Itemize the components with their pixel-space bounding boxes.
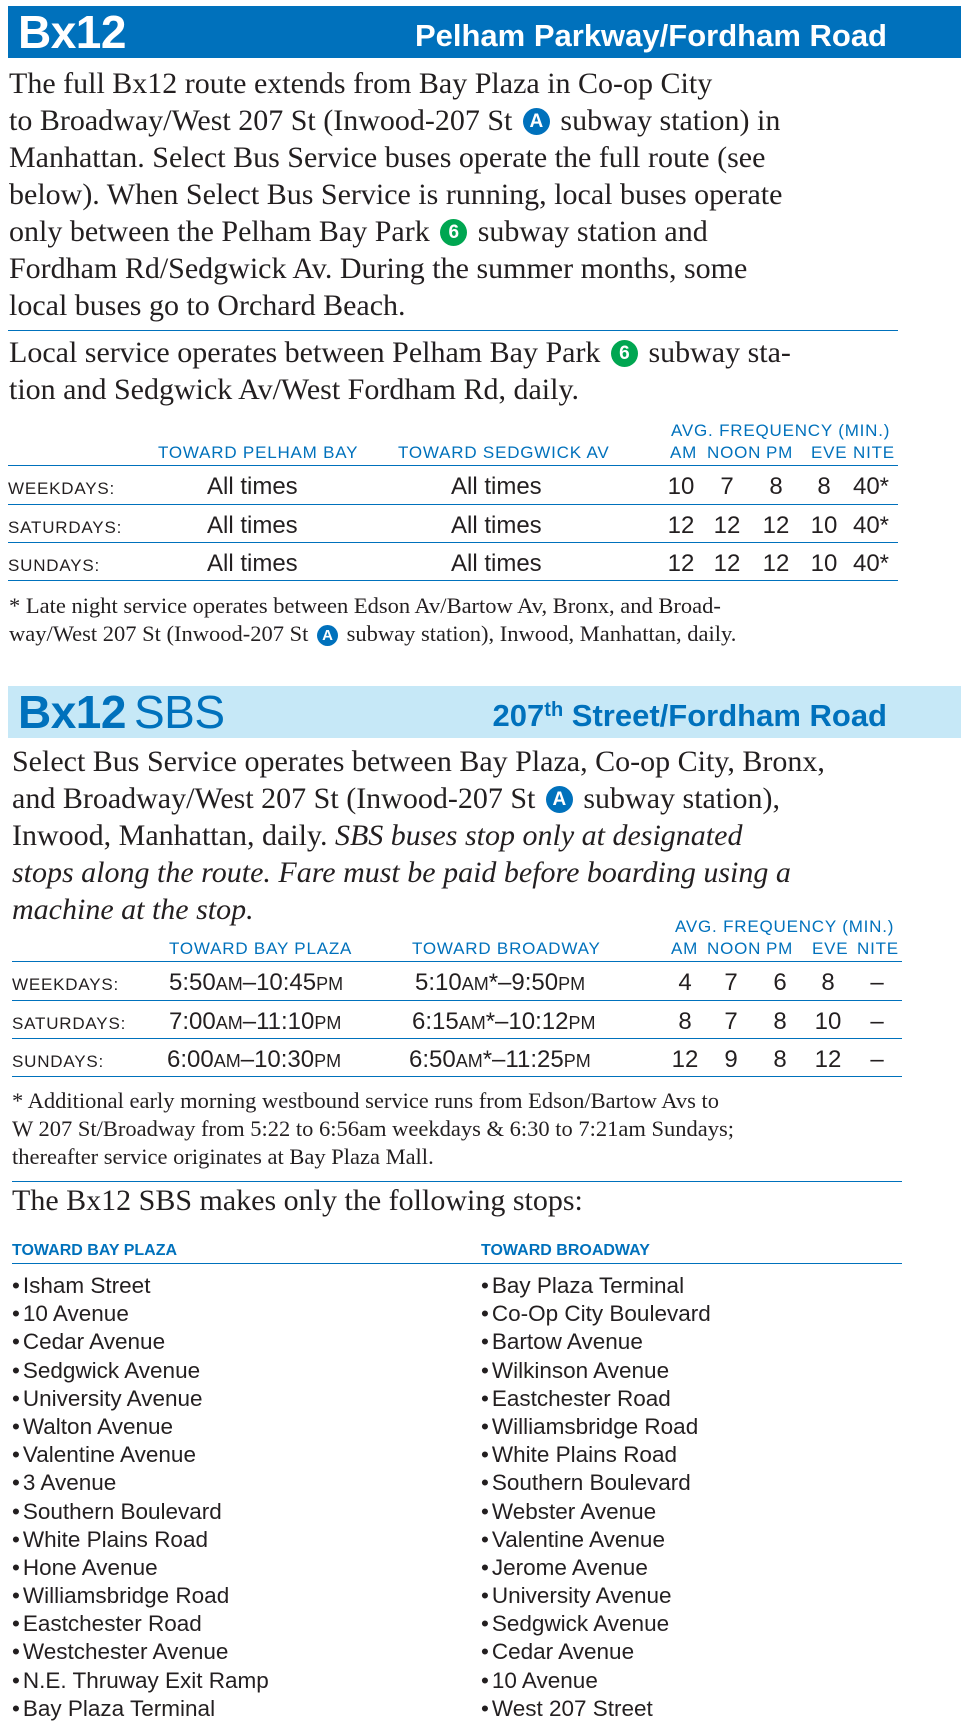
route-destination: Pelham Parkway/Fordham Road (414, 18, 887, 53)
list-item: • N.E. Thruway Exit Ramp (12, 1667, 269, 1695)
list-item: • Webster Avenue (481, 1498, 711, 1526)
period-nite: NITE (857, 939, 899, 958)
period-eve: EVE (812, 939, 849, 958)
late-night-note: * Late night service operates between Edson Av/Bartow Av, Bronx, and Broad- way/West 207 St (Inwood-207 St A subway station), Inwood, Manhattan, daily. (9, 593, 737, 646)
list-item: • West 207 Street (481, 1695, 711, 1723)
col-toward-broadway: TOWARD BROADWAY (412, 939, 601, 958)
list-item: • Bay Plaza Terminal (481, 1272, 711, 1300)
route-destination: 207th Street/Fordham Road (492, 698, 887, 733)
period-pm: PM (766, 443, 794, 462)
list-item: • Eastchester Road (481, 1385, 711, 1413)
toward-bay-plaza-heading: TOWARD BAY PLAZA (12, 1242, 178, 1259)
col-toward-pelham-bay: TOWARD PELHAM BAY (158, 443, 359, 462)
intro-line: to Broadway/West 207 St (Inwood-207 St A subway station) in (9, 104, 781, 137)
period-pm: PM (766, 939, 794, 958)
intro-line: below). When Select Bus Service is running, local buses operate (9, 178, 783, 211)
list-item: • White Plains Road (481, 1441, 711, 1469)
a-train-icon: A (317, 625, 338, 646)
list-item: • Hone Avenue (12, 1554, 269, 1582)
list-item: • Valentine Avenue (12, 1441, 269, 1469)
list-item: • 10 Avenue (481, 1667, 711, 1695)
period-eve: EVE (811, 443, 848, 462)
6-train-icon: 6 (440, 219, 467, 246)
list-item: • University Avenue (12, 1385, 269, 1413)
list-item: • Cedar Avenue (481, 1638, 711, 1666)
table-rule (8, 465, 898, 466)
stops-title: The Bx12 SBS makes only the following stops: (12, 1184, 583, 1217)
list-item: • Jerome Avenue (481, 1554, 711, 1582)
list-item: • Bartow Avenue (481, 1328, 711, 1356)
sbs-label: SBS (133, 686, 225, 738)
list-item: • University Avenue (481, 1582, 711, 1610)
list-item: • Southern Boulevard (12, 1498, 269, 1526)
list-item: • Isham Street (12, 1272, 269, 1300)
list-item: • 3 Avenue (12, 1469, 269, 1497)
local-service-text: Local service operates between Pelham Bay Park 6 subway sta- tion and Sedgwick Av/West Fordham Rd, daily. (9, 336, 791, 406)
list-item: • Walton Avenue (12, 1413, 269, 1441)
intro-line: The full Bx12 route extends from Bay Plaza in Co-op City (9, 67, 713, 100)
list-item: • Wilkinson Avenue (481, 1357, 711, 1385)
route-number: Bx12 (18, 6, 126, 58)
intro-line: Manhattan. Select Bus Service buses operate the full route (see (9, 141, 766, 174)
toward-broadway-heading: TOWARD BROADWAY (481, 1242, 650, 1259)
early-morning-note: * Additional early morning westbound service runs from Edson/Bartow Avs to W 207 St/Broadway from 5:22 to 6:56am weekdays & 6:30 to 7:21am Sundays; thereafter service originates at Bay Plaza Mall. (12, 1088, 735, 1169)
period-noon: NOON (707, 939, 762, 958)
list-item: • Southern Boulevard (481, 1469, 711, 1497)
list-item: • Valentine Avenue (481, 1526, 711, 1554)
list-item: • Sedgwick Avenue (12, 1357, 269, 1385)
sbs-intro: Select Bus Service operates between Bay Plaza, Co-op City, Bronx, and Broadway/West 207 St (Inwood-207 St A subway station), Inwood, Manhattan, daily. SBS buses stop only at designated stops along the route. Fare must be paid before boarding using a machine at the stop. (12, 745, 825, 926)
period-noon: NOON (707, 443, 762, 462)
list-item: • Co-Op City Boulevard (481, 1300, 711, 1328)
bx12-intro (9, 65, 909, 324)
period-nite: NITE (853, 443, 895, 462)
list-item: • 10 Avenue (12, 1300, 269, 1328)
period-am: AM (671, 939, 699, 958)
list-item: • White Plains Road (12, 1526, 269, 1554)
col-toward-bay-plaza: TOWARD BAY PLAZA (169, 939, 353, 958)
divider (8, 330, 898, 331)
6-train-icon: 6 (611, 340, 638, 367)
bx12-header (8, 6, 961, 58)
list-item: • Eastchester Road (12, 1610, 269, 1638)
list-item: • Cedar Avenue (12, 1328, 269, 1356)
bx12-sbs-header (8, 686, 961, 738)
a-train-icon: A (523, 108, 550, 135)
stops-toward-bay-plaza (12, 1272, 269, 1723)
avg-frequency-label: AVG. FREQUENCY (MIN.) (675, 917, 895, 936)
avg-frequency-label: AVG. FREQUENCY (MIN.) (671, 421, 891, 440)
intro-line: only between the Pelham Bay Park 6 subway station and (9, 215, 708, 248)
list-item: • Bay Plaza Terminal (12, 1695, 269, 1723)
list-item: • Westchester Avenue (12, 1638, 269, 1666)
list-item: • Williamsbridge Road (12, 1582, 269, 1610)
list-item: • Sedgwick Avenue (481, 1610, 711, 1638)
period-am: AM (670, 443, 698, 462)
list-item: • Williamsbridge Road (481, 1413, 711, 1441)
a-train-icon: A (546, 786, 573, 813)
stops-toward-broadway (481, 1272, 711, 1723)
col-toward-sedgwick-av: TOWARD SEDGWICK AV (398, 443, 610, 462)
intro-line: Fordham Rd/Sedgwick Av. During the summer months, some (9, 252, 748, 285)
route-number: Bx12 SBS (18, 686, 225, 738)
intro-line: local buses go to Orchard Beach. (9, 289, 406, 322)
